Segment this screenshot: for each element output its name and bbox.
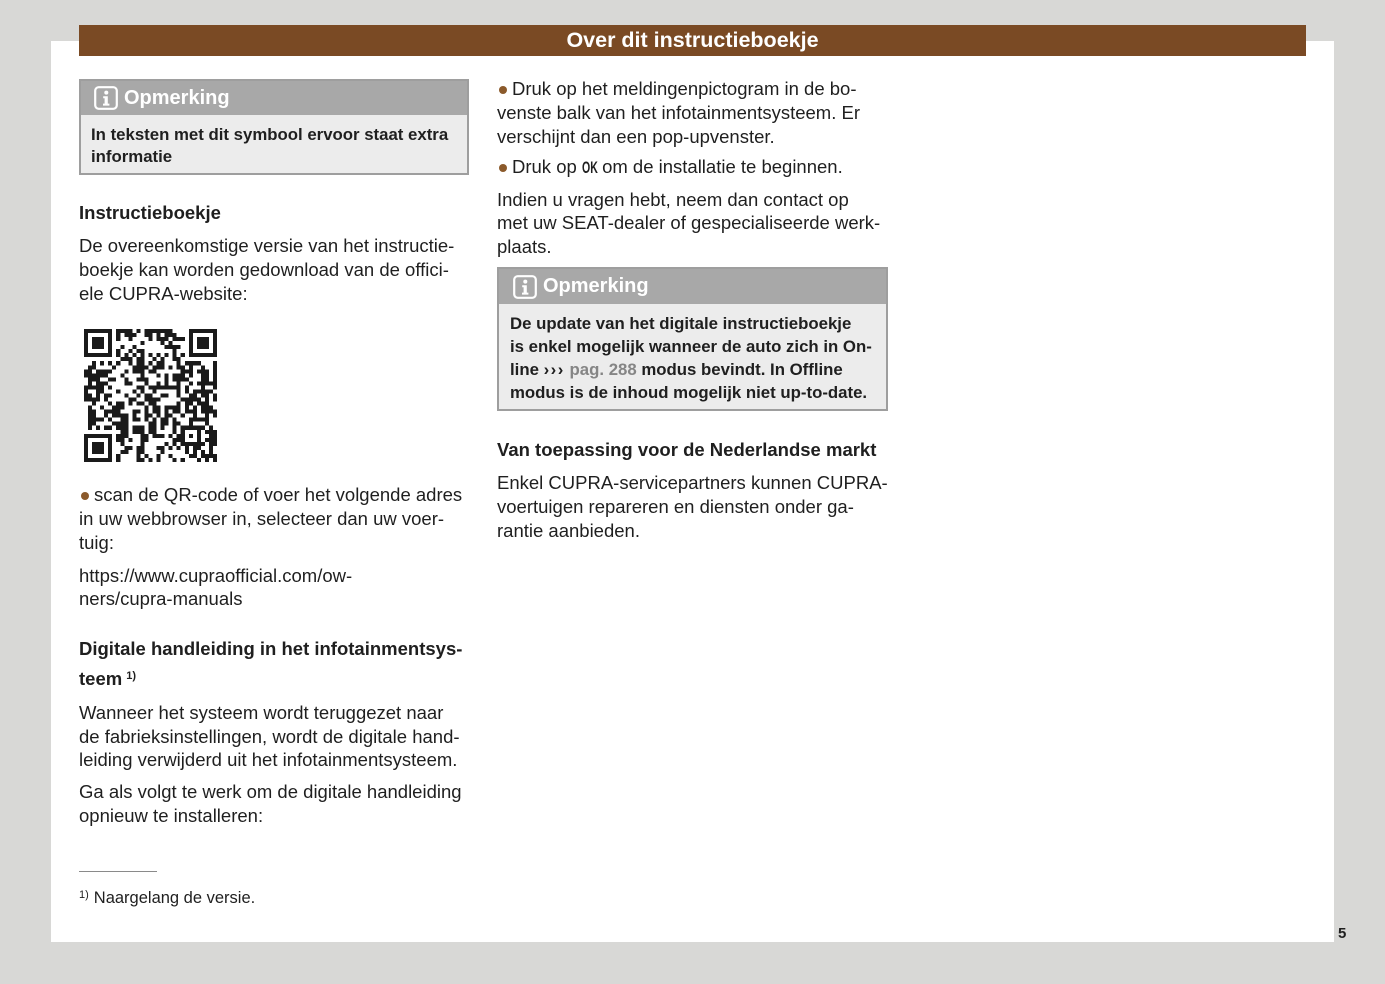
note-title: Opmerking (124, 86, 230, 109)
bullet-list-item (79, 483, 462, 555)
note-box (497, 267, 888, 411)
paragraph-line: met uw SEAT-dealer of gespecialiseerde werk- (497, 212, 881, 233)
bullet-first-line (497, 77, 860, 101)
paragraph-line: leiding verwijderd uit het infotainmentsysteem. (79, 749, 458, 770)
bullet-text-line: verschijnt dan een pop-upvenster. (497, 126, 775, 147)
paragraph (79, 701, 460, 772)
note-line: In teksten met dit symbool ervoor staat extra (91, 125, 449, 144)
bullet-first-line (497, 155, 843, 180)
footnote-divider (79, 871, 157, 872)
heading-last-line (79, 664, 462, 697)
url-line: https://www.cupraofficial.com/ow- (79, 564, 353, 586)
note-text-fragment: modus bevindt. In Offline (641, 360, 843, 380)
page-number: 5 (1338, 925, 1347, 942)
note-header (499, 269, 886, 304)
bullet-list-item (497, 77, 860, 149)
footnote-text: Naargelang de versie. (93, 889, 256, 907)
footnote (79, 887, 255, 911)
paragraph-line: Ga als volgt te werk om de digitale handleiding (79, 781, 462, 802)
qr-code (84, 329, 217, 462)
url-line: ners/cupra-manuals (79, 588, 243, 609)
bullet-dot-icon (499, 86, 507, 94)
section-heading-instructieboekje: Instructieboekje (79, 202, 221, 223)
paragraph-line: Enkel CUPRA-servicepartners kunnen CUPRA- (497, 472, 888, 493)
note-header (81, 81, 467, 115)
page-reference-link[interactable]: pag. 288 (569, 360, 637, 380)
paragraph (497, 188, 880, 259)
note-line-with-reference (510, 358, 886, 381)
note-title: Opmerking (543, 275, 649, 297)
bullet-text: Druk op (512, 156, 577, 177)
footnote-marker: 1) (79, 889, 89, 901)
paragraph-line: De overeenkomstige versie van het instructie- (79, 235, 455, 256)
bullet-text-line: Druk op het meldingenpictogram in de bo- (512, 78, 857, 99)
bullet-first-line (79, 483, 462, 507)
chapter-header-bar (79, 25, 1306, 56)
bullet-text-line: scan de QR-code of voer het volgende adres (94, 484, 463, 505)
paragraph (497, 471, 888, 543)
footnote-reference: 1) (126, 670, 136, 682)
section-heading-nederlandse-markt: Van toepassing voor de Nederlandse markt (497, 439, 877, 460)
paragraph (79, 234, 454, 306)
note-text (499, 304, 886, 405)
website-url (79, 564, 352, 611)
info-icon (513, 275, 537, 299)
paragraph-line: opnieuw te installeren: (79, 805, 264, 826)
note-line: De update van het digitale instructieboekje (510, 313, 852, 333)
bullet-text: om de installatie te beginnen. (602, 156, 843, 177)
note-box (79, 79, 469, 175)
paragraph-line: Indien u vragen hebt, neem dan contact op (497, 188, 849, 210)
bullet-list-item (497, 155, 843, 180)
bullet-dot-icon (81, 492, 89, 500)
paragraph-line: plaats. (497, 235, 552, 257)
heading-line: Digitale handleiding in het infotainmentsys- (79, 638, 463, 659)
paragraph-line: voertuigen repareren en diensten onder ga- (497, 496, 854, 517)
bullet-text-line: venste balk van het infotainmentsysteem. Er (497, 102, 860, 123)
note-line: is enkel mogelijk wanneer de auto zich in On- (510, 336, 872, 356)
bullet-text-line: tuig: (79, 532, 114, 553)
note-text-fragment: line (510, 360, 539, 380)
paragraph-line: Wanneer het systeem wordt teruggezet naar (79, 702, 444, 723)
bullet-text-line: in uw webbrowser in, selecteer dan uw voer- (79, 508, 445, 529)
reference-arrows-icon: ››› (543, 360, 565, 380)
note-text (81, 115, 467, 168)
ok-button-symbol: OK (581, 158, 598, 177)
chapter-title: Over dit instructieboekje (566, 28, 819, 52)
note-line: modus is de inhoud mogelijk niet up-to-date. (510, 383, 868, 403)
paragraph-line: de fabrieksinstellingen, wordt de digitale hand- (79, 725, 460, 747)
bullet-dot-icon (499, 164, 507, 172)
section-heading-digitale-handleiding (79, 634, 462, 697)
paragraph-line: rantie aanbieden. (497, 520, 640, 541)
paragraph-line: boekje kan worden gedownload van de offici- (79, 259, 449, 280)
paragraph (79, 780, 462, 828)
info-icon (94, 86, 118, 110)
note-line: informatie (91, 147, 173, 166)
heading-line: teem (79, 668, 123, 689)
paragraph-line: ele CUPRA-website: (79, 283, 248, 304)
